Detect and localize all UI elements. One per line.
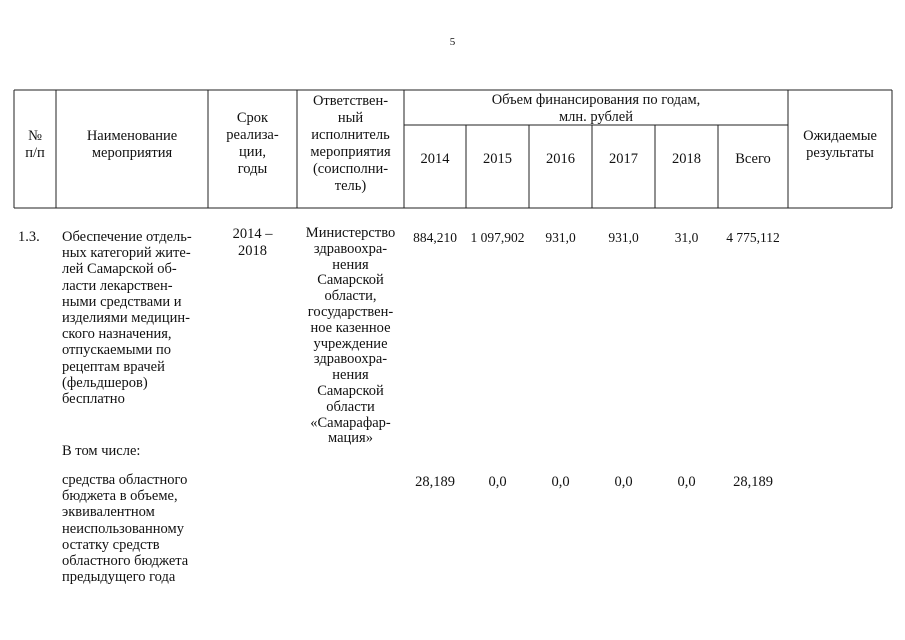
row-executor-line: Министерство: [305, 225, 396, 241]
row-name-line: лей Самарской об-: [62, 261, 177, 278]
row-executor-line: Самарской: [317, 272, 384, 289]
row-name-line: ными средствами и: [62, 293, 182, 310]
subheading: В том числе:: [62, 443, 141, 459]
header-term: [208, 110, 297, 178]
row-executor-line: учреждение: [313, 335, 388, 352]
row-name: [62, 229, 203, 407]
row-term: [208, 226, 297, 260]
header-year-2017: 2017: [609, 151, 638, 167]
subrow-value-2018: 0,0: [677, 474, 696, 490]
row-executor-line: области,: [324, 288, 377, 305]
subrow-value-2015: 0,0: [488, 474, 507, 490]
row-executor-line: «Самарафар-: [310, 414, 391, 431]
row-name-line: изделиями медицин-: [62, 310, 190, 327]
header-year-2015: 2015: [483, 151, 512, 167]
row-executor-line: ное казенное: [310, 319, 391, 336]
row-name-line: Обеспечение отдель-: [62, 229, 192, 245]
header-funding: [404, 92, 788, 126]
row-value-2016: 931,0: [545, 230, 576, 245]
row-executor-line: нения: [332, 256, 369, 273]
page-number: 5: [449, 36, 456, 48]
header-results-line: результаты: [806, 145, 874, 161]
subrow-value-2016: 0,0: [551, 474, 570, 490]
header-executor-line: ный: [337, 110, 364, 126]
row-value-total: 4 775,112: [726, 230, 780, 245]
subrow-name-line: бюджета в объеме,: [62, 488, 178, 505]
header-num: [14, 128, 56, 162]
row-value-2017: 931,0: [608, 230, 639, 245]
header-total: Всего: [735, 151, 771, 167]
header-executor-line: мероприятия: [310, 144, 391, 160]
row-executor-line: государствен-: [307, 303, 394, 320]
header-executor-line: тель): [334, 178, 367, 194]
subrow-name-line: областного бюджета: [62, 553, 189, 570]
row-name-line: ных категорий жите-: [62, 245, 191, 262]
row-term-line: 2014 –: [232, 226, 273, 242]
subrow-name-line: средства областного: [62, 472, 188, 488]
header-executor-line: Ответствен-: [312, 93, 389, 109]
row-executor-line: области: [326, 398, 375, 415]
header-executor: [297, 93, 404, 195]
subrow-value-2017: 0,0: [614, 474, 633, 490]
header-results-line: Ожидаемые: [803, 128, 877, 144]
row-value-2018: 31,0: [674, 230, 699, 245]
row-value-2015: 1 097,902: [470, 230, 525, 245]
header-term-line: реализа-: [226, 127, 279, 143]
row-executor-line: нения: [332, 367, 369, 384]
subrow-name-line: неиспользованному: [62, 520, 184, 537]
header-name-line: мероприятия: [91, 145, 173, 161]
header-executor-line: (соисполни-: [312, 161, 389, 177]
row-number: 1.3.: [18, 229, 40, 245]
row-name-line: ского назначения,: [62, 326, 172, 343]
header-name: [56, 128, 208, 162]
row-executor-line: здравоохра-: [313, 240, 388, 257]
row-executor-line: Самарской: [317, 382, 384, 399]
subrow-name-line: предыдущего года: [62, 569, 176, 586]
subrow-name-line: остатку средств: [62, 536, 160, 553]
header-num-line: п/п: [25, 145, 45, 161]
header-year-2016: 2016: [546, 151, 575, 167]
row-name-line: рецептам врачей: [62, 358, 165, 375]
row-name-line: (фельдшеров): [62, 374, 148, 391]
header-term-line: годы: [237, 161, 268, 177]
header-name-line: Наименование: [86, 128, 178, 144]
subrow-name: [62, 472, 203, 585]
header-results: [788, 128, 892, 162]
subrow-value-2014: 28,189: [415, 474, 455, 490]
row-value-2014: 884,210: [413, 230, 457, 245]
row-name-line: отпускаемыми по: [62, 342, 172, 359]
header-num-line: №: [28, 128, 42, 144]
row-executor-line: мация»: [328, 430, 373, 447]
row-name-line: ласти лекарствен-: [62, 277, 173, 294]
header-funding-line: млн. рублей: [559, 109, 633, 125]
header-term-line: Срок: [236, 110, 269, 126]
header-executor-line: исполнитель: [311, 127, 390, 143]
header-funding-line: Объем финансирования по годам,: [491, 92, 701, 108]
header-term-line: ции,: [239, 144, 266, 160]
row-name-line: бесплатно: [62, 391, 125, 408]
header-year-2018: 2018: [672, 151, 701, 167]
row-executor: [297, 226, 404, 447]
header-year-2014: 2014: [420, 151, 450, 167]
subrow-value-total: 28,189: [733, 474, 773, 490]
subrow-name-line: эквивалентном: [62, 504, 155, 521]
row-executor-line: здравоохра-: [313, 351, 388, 368]
row-term-line: 2018: [238, 243, 267, 259]
